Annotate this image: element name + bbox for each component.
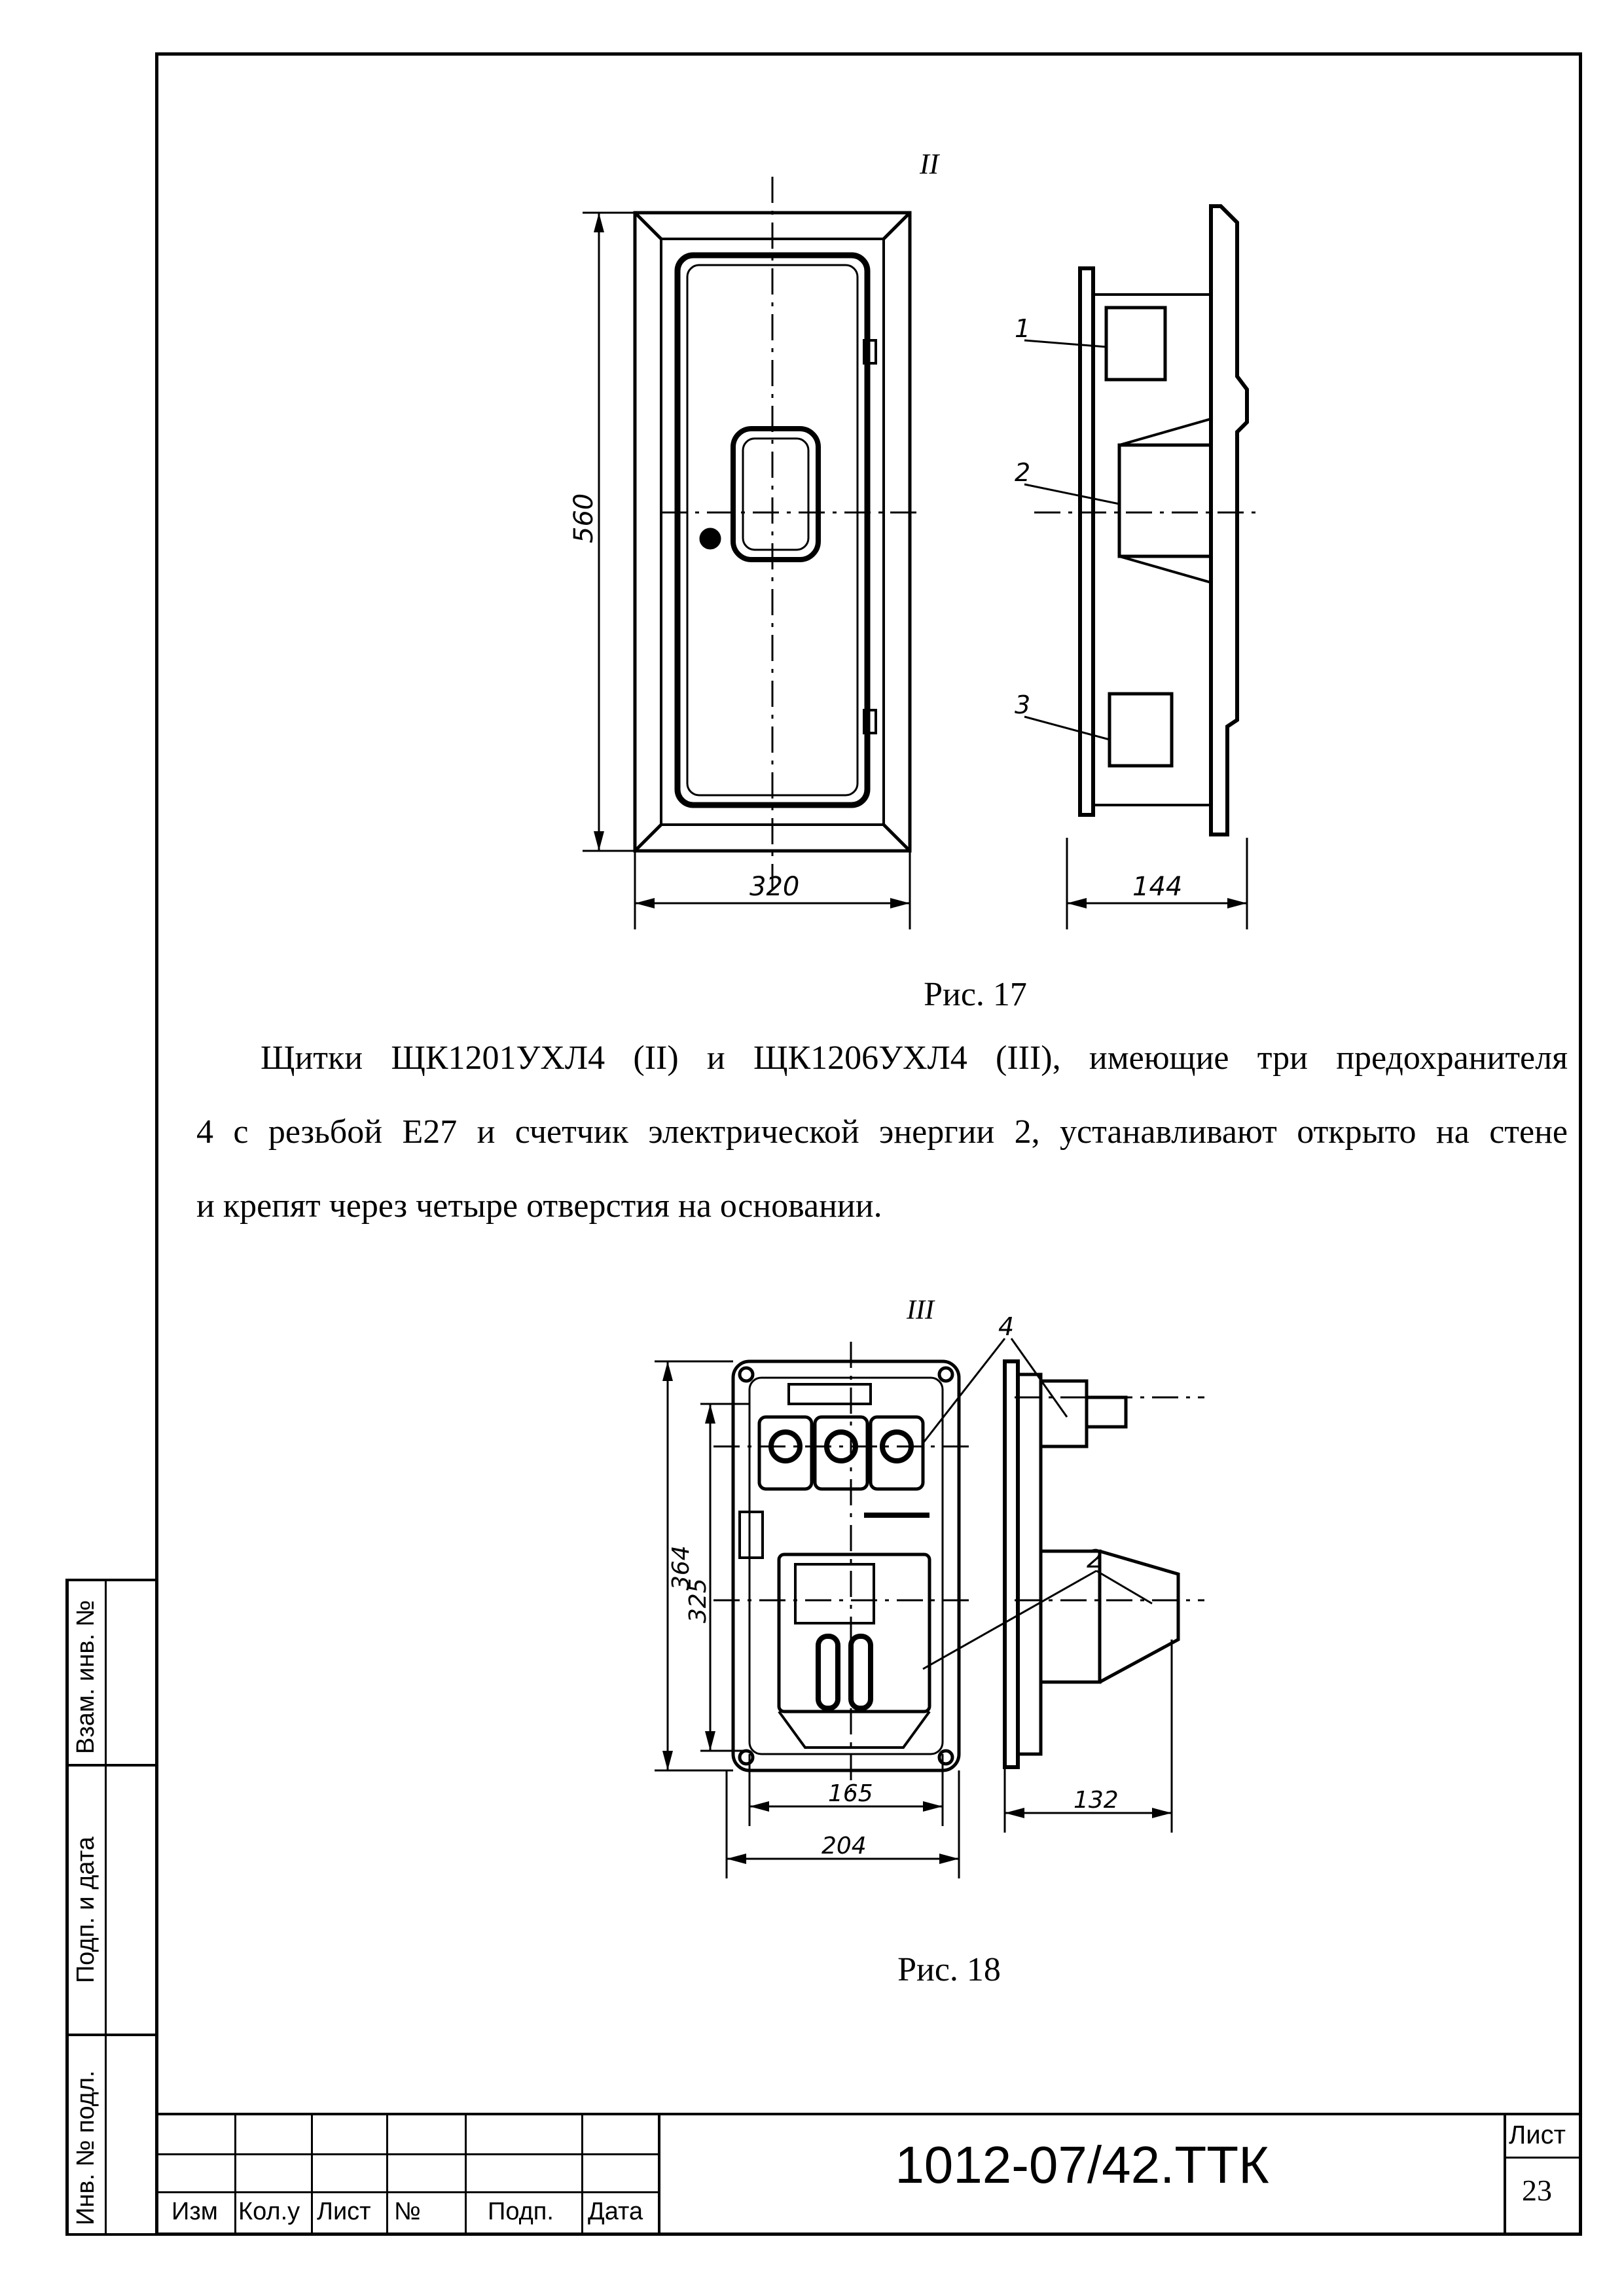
panel-base-outer <box>733 1361 959 1770</box>
stamp-vzam-inv: Взам. инв. № <box>72 1600 99 1754</box>
fuse-group <box>759 1417 923 1489</box>
figure-17-roman: II <box>920 151 939 180</box>
stamp-podp-data: Подп. и дата <box>72 1837 99 1983</box>
dim-144: 144 <box>1132 872 1183 902</box>
dim-320: 320 <box>749 872 800 902</box>
col-list: Лист <box>317 2198 371 2225</box>
dim-204: 204 <box>821 1833 867 1859</box>
paragraph-line-3: и крепят через четыре отверстия на основании. <box>196 1187 882 1225</box>
col-kol: Кол.у <box>238 2198 300 2225</box>
figure-17-caption: Рис. 17 <box>924 976 1027 1013</box>
meter-body <box>779 1554 929 1712</box>
figure-18-caption: Рис. 18 <box>897 1951 1001 1988</box>
dim-364: 364 <box>668 1545 695 1590</box>
col-podp: Подп. <box>488 2198 554 2225</box>
dim-325: 325 <box>685 1578 712 1623</box>
document-code: 1012-07/42.ТТК <box>895 2136 1269 2194</box>
body-paragraph <box>196 1021 1568 1243</box>
side-stamp-border <box>65 1579 69 2236</box>
figure-18-roman: III <box>907 1295 934 1325</box>
title-block-top <box>155 2113 1582 2115</box>
paragraph-line-1: Щитки ЩК1201УХЛ4 (II) и ЩК1206УХЛ4 (III), имеющие три предохранителя <box>261 1039 1568 1077</box>
col-izm: Изм <box>171 2198 218 2225</box>
sheet-label: Лист <box>1509 2121 1566 2149</box>
callout-3: 3 <box>1015 691 1031 719</box>
sheet-number: 23 <box>1522 2174 1552 2207</box>
dim-560: 560 <box>569 493 599 543</box>
paragraph-line-2: 4 с резьбой Е27 и счетчик электрической энергии 2, устанавливают открыто на стене <box>196 1113 1568 1151</box>
callout-2-fig18: 2 <box>1087 1545 1103 1573</box>
stamp-inv-podl: Инв. № подл. <box>72 2070 99 2225</box>
callout-4: 4 <box>998 1312 1015 1341</box>
figure-17-drawing <box>556 151 1296 956</box>
dim-165: 165 <box>828 1780 873 1807</box>
figure-18-drawing <box>648 1283 1237 1911</box>
dim-132: 132 <box>1074 1787 1119 1814</box>
col-num: № <box>394 2198 421 2225</box>
callout-1: 1 <box>1015 314 1031 343</box>
col-data: Дата <box>588 2198 643 2225</box>
meter-window <box>733 429 818 560</box>
callout-2: 2 <box>1015 458 1031 487</box>
side-view-housing <box>1211 206 1247 834</box>
side-view-base <box>1005 1361 1018 1767</box>
